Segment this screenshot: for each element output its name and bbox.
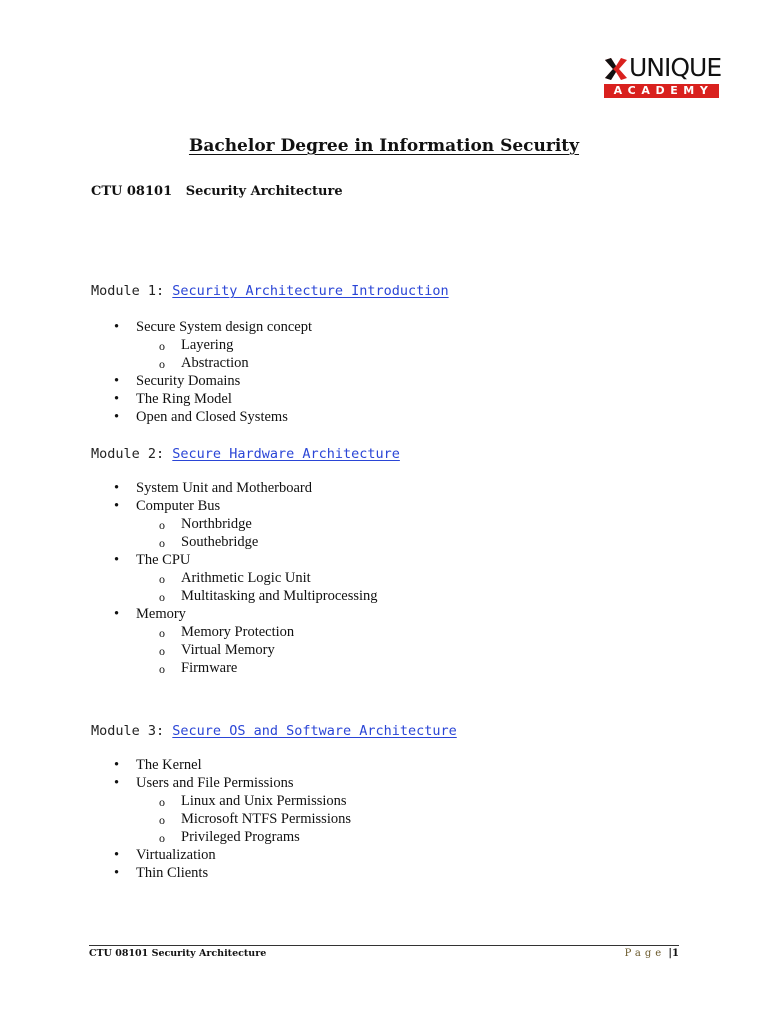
module-1-topic-list [0, 318, 312, 426]
topic-item [0, 479, 378, 497]
course-heading [91, 182, 343, 202]
logo-academy-bar: ACADEMY [604, 84, 719, 98]
subtopic-item: o Abstraction [136, 354, 312, 372]
document-title [0, 134, 768, 158]
topic-text: Secure System design concept [136, 319, 312, 335]
topic-item [0, 551, 378, 605]
subtopic-item: o Northbridge [136, 515, 378, 533]
topic-item [0, 390, 312, 408]
module-2-topic-list [0, 479, 378, 677]
page-number: 1 [672, 948, 679, 959]
course-code: CTU 08101 [91, 184, 173, 199]
subtopic-item: o Privileged Programs [136, 828, 351, 846]
subtopic-item: o Microsoft NTFS Permissions [136, 810, 351, 828]
subtopic-list [136, 336, 312, 372]
logo-word: UNIQUE [629, 53, 722, 82]
topic-item [0, 408, 312, 426]
topic-text: Users and File Permissions [136, 775, 294, 791]
topic-item [0, 372, 312, 390]
topic-item [0, 774, 351, 846]
topic-text: System Unit and Motherboard [136, 480, 312, 496]
topic-text: Open and Closed Systems [136, 409, 288, 425]
topic-item [0, 864, 351, 882]
module-2-heading [91, 444, 400, 464]
subtopic-item: o Virtual Memory [136, 641, 378, 659]
module-3-topic-list [0, 756, 351, 882]
subtopic-list [136, 515, 378, 551]
module-3-heading [91, 721, 457, 741]
module-3-link[interactable]: Secure OS and Software Architecture [172, 723, 457, 739]
footer-course-label: CTU 08101 Security Architecture [89, 948, 267, 959]
module-1-link[interactable]: Security Architecture Introduction [172, 283, 449, 299]
module-1-heading [91, 281, 449, 301]
subtopic-item: o Southebridge [136, 533, 378, 551]
topic-text: The Ring Model [136, 391, 232, 407]
page-separator: | [668, 948, 673, 959]
subtopic-list [136, 569, 378, 605]
topic-text: The Kernel [136, 757, 202, 773]
logo-top-row [603, 53, 722, 82]
topic-text: Virtualization [136, 847, 216, 863]
topic-item [0, 318, 312, 372]
topic-text: Computer Bus [136, 498, 221, 514]
topic-text: The CPU [136, 552, 191, 568]
module-2-link[interactable]: Secure Hardware Architecture [172, 446, 400, 462]
unique-academy-logo [603, 53, 722, 100]
topic-item [0, 605, 378, 677]
document-title-text: Bachelor Degree in Information Security [188, 136, 580, 156]
subtopic-item: o Layering [136, 336, 312, 354]
course-name: Security Architecture [185, 184, 343, 199]
topic-item [0, 497, 378, 551]
module-label: Module 3: [91, 723, 165, 739]
subtopic-list [136, 623, 378, 677]
page-label: Page [624, 948, 666, 959]
subtopic-item: o Memory Protection [136, 623, 378, 641]
topic-text: Security Domains [136, 373, 241, 389]
subtopic-list [136, 792, 351, 846]
footer-page-indicator [625, 947, 679, 961]
subtopic-item: o Arithmetic Logic Unit [136, 569, 378, 587]
topic-text: Memory [136, 606, 186, 622]
module-label: Module 1: [91, 283, 165, 299]
logo-x-mark-icon [603, 56, 629, 82]
module-label: Module 2: [91, 446, 165, 462]
subtopic-item: o Firmware [136, 659, 378, 677]
subtopic-item: o Linux and Unix Permissions [136, 792, 351, 810]
subtopic-item: o Multitasking and Multiprocessing [136, 587, 378, 605]
topic-item [0, 846, 351, 864]
topic-item [0, 756, 351, 774]
topic-text: Thin Clients [136, 865, 209, 881]
footer-divider [89, 945, 679, 946]
